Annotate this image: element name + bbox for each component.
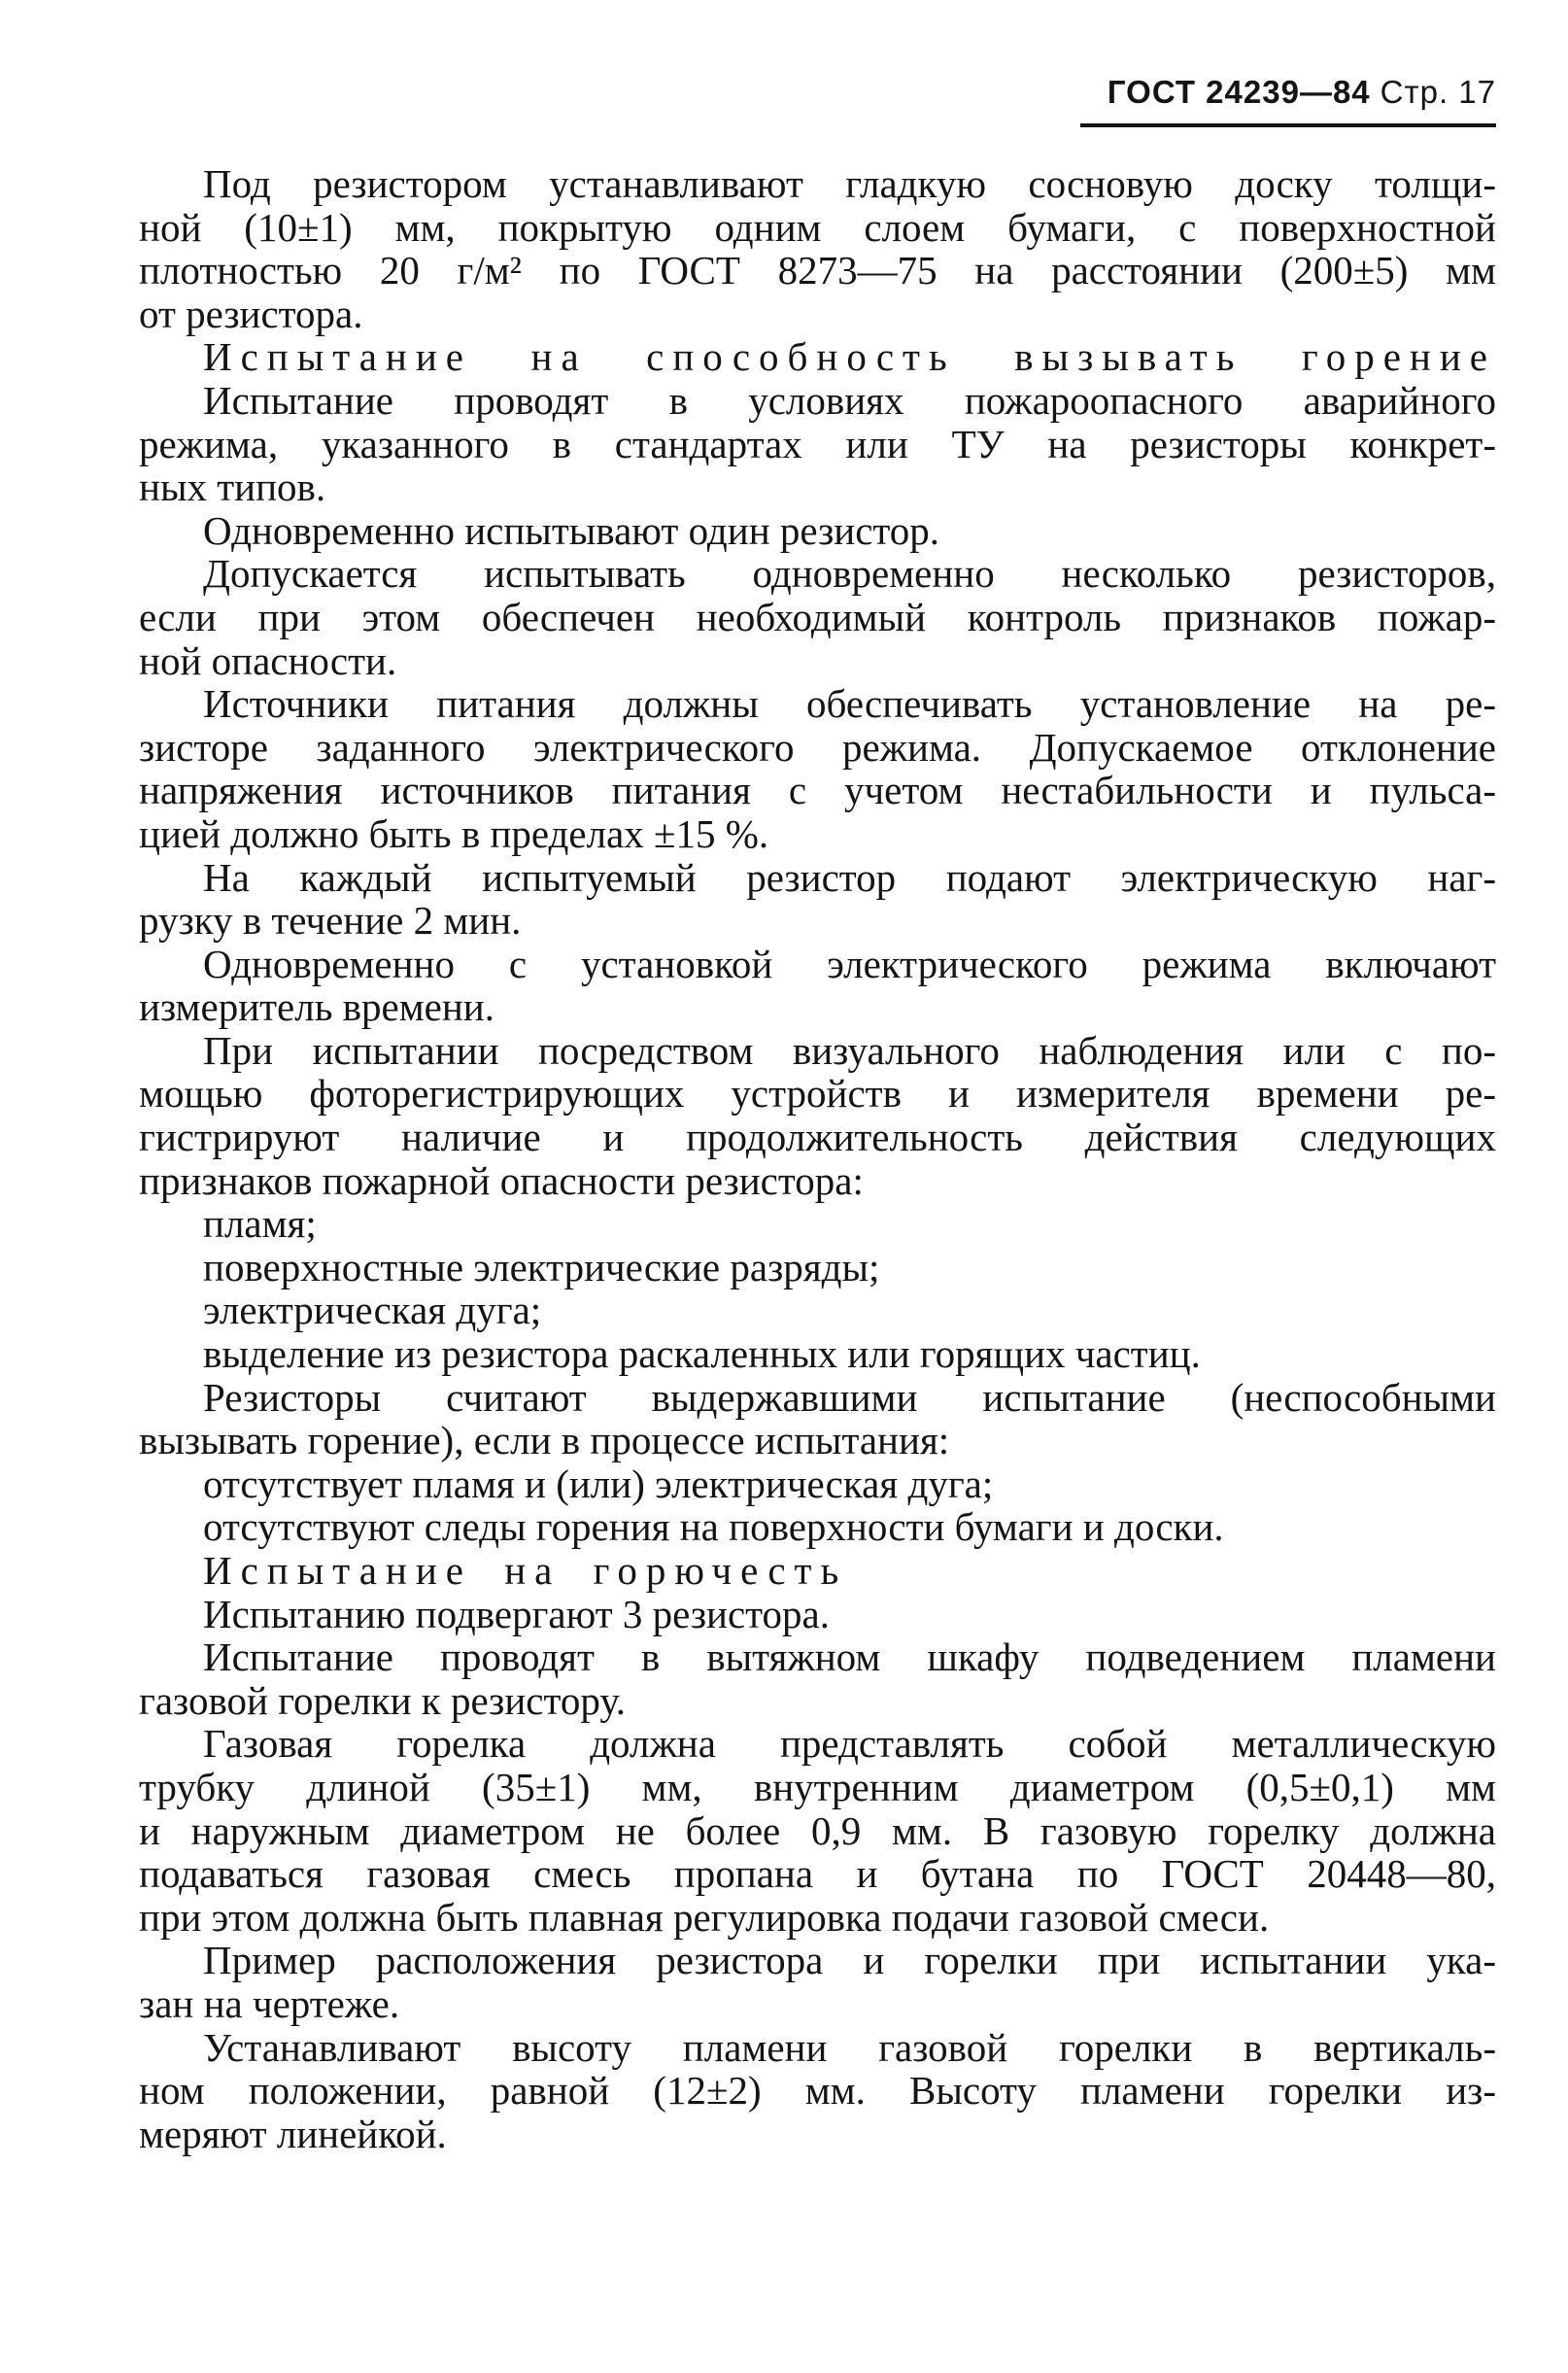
section-heading: Испытание на горючесть [203,1548,848,1593]
header-rule [1080,123,1496,127]
text-line: Источники питания должны обеспечивать установление на ре- [203,681,1496,727]
text-line: при этом должна быть плавная регулировка подачи газовой смеси. [139,1894,1270,1940]
text-line: зисторе заданного электрического режима. Допускаемое отклонение [139,724,1496,770]
text-line: мощью фоторегистрирующих устройств и измерителя времени ре- [139,1071,1496,1117]
page-number: Стр. 17 [1380,74,1496,110]
text-line: Испытанию подвергают 3 резистора. [203,1591,830,1636]
text-line: рузку в течение 2 мин. [139,898,522,944]
standard-number: ГОСТ 24239—84 [1107,74,1371,110]
text-line: При испытании посредством визуального наблюдения или с по- [203,1027,1496,1073]
text-line: Пример расположения резистора и горелки при испытании ука- [203,1938,1496,1983]
list-item: поверхностные электрические разряды; [203,1244,880,1290]
list-item: электрическая дуга; [203,1288,542,1333]
text-line: и наружным диаметром не более 0,9 мм. В газовую горелку должна [139,1807,1496,1853]
list-item: пламя; [203,1201,317,1247]
text-line: напряжения источников питания с учетом нестабильности и пульса- [139,768,1496,813]
text-line: подаваться газовая смесь пропана и бутана по ГОСТ 20448—80, [139,1851,1496,1897]
list-item: отсутствует пламя и (или) электрическая дуга; [203,1461,994,1506]
text-line: плотностью 20 г/м² по ГОСТ 8273—75 на расстоянии (200±5) мм [139,248,1496,293]
list-item: выделение из резистора раскаленных или горящих частиц. [203,1331,1201,1377]
list-item: отсутствуют следы горения на поверхности бумаги и доски. [203,1504,1224,1550]
text-line: меряют линейкой. [139,2111,447,2156]
text-line: зан на чертеже. [139,1980,400,2026]
text-line: Резисторы считают выдержавшими испытание (неспособными [203,1374,1496,1420]
body-text [139,162,1496,2155]
text-line: ной опасности. [139,637,397,683]
text-line: признаков пожарной опасности резистора: [139,1157,864,1203]
text-line: трубку длиной (35±1) мм, внутренним диаметром (0,5±0,1) мм [139,1764,1496,1809]
text-line: режима, указанного в стандартах или ТУ на резисторы конкрет- [139,421,1496,466]
text-line: Под резистором устанавливают гладкую сосновую доску толщи- [203,161,1496,206]
text-line: измеритель времени. [139,984,494,1030]
text-line: гистрируют наличие и продолжительность действия следующих [139,1115,1496,1160]
text-line: Газовая горелка должна представлять собой металлическую [203,1721,1496,1767]
text-line: если при этом обеспечен необходимый контроль признаков пожар- [139,594,1496,639]
text-line: Испытание проводят в вытяжном шкафу подведением пламени [203,1634,1496,1680]
text-line: Устанавливают высоту пламени газовой горелки в вертикаль- [203,2024,1496,2070]
text-line: цией должно быть в пределах ±15 %. [139,810,769,856]
text-line: вызывать горение), если в процессе испытания: [139,1418,950,1463]
page-header [1059,74,1496,111]
text-line: газовой горелки к резистору. [139,1677,626,1723]
text-line: Допускается испытывать одновременно несколько резисторов, [203,551,1496,597]
text-line: На каждый испытуемый резистор подают электрическую наг- [203,854,1496,900]
text-line: от резистора. [139,291,363,336]
text-line: Одновременно испытывают один резистор. [203,507,940,553]
text-line: Одновременно с установкой электрического режима включают [203,941,1496,986]
section-heading: Испытание на способность вызывать горение [203,334,1496,380]
text-line: Испытание проводят в условиях пожароопасного аварийного [203,377,1496,423]
text-line: ной (10±1) мм, покрытую одним слоем бумаги, с поверхностной [139,204,1496,250]
text-line: ном положении, равной (12±2) мм. Высоту пламени горелки из- [139,2068,1496,2114]
text-line: ных типов. [139,464,326,510]
